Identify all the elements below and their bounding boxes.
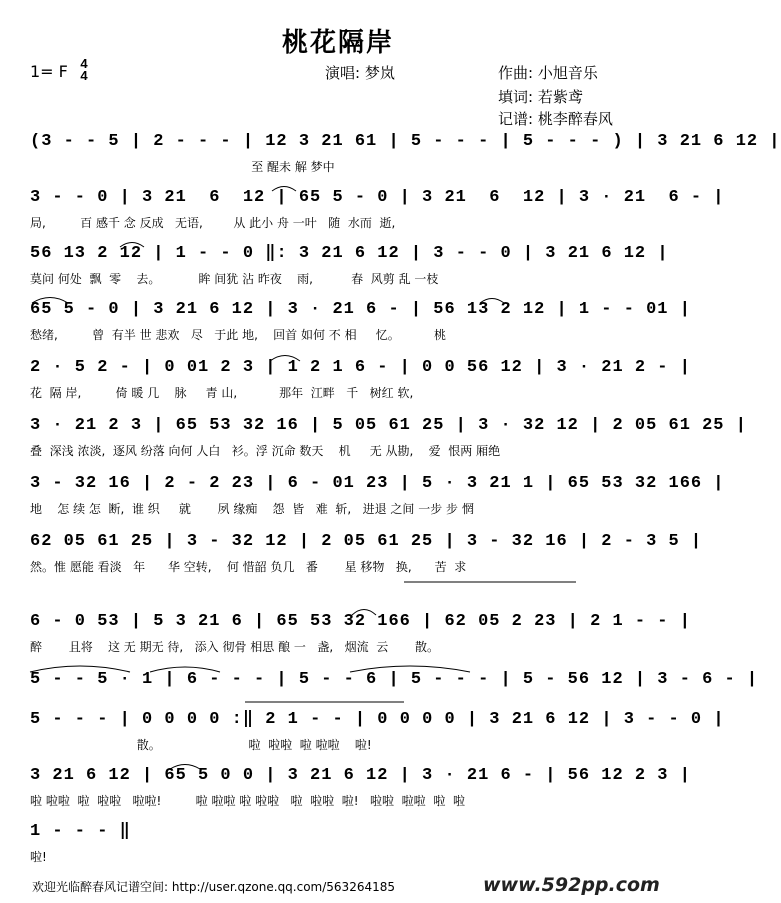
notes-line: 56 13 2 12 | 1 - - 0 ‖: 3 21 6 12 | 3 - - 0 | 3 21 6 12 |	[30, 244, 669, 263]
time-signature	[76, 58, 92, 82]
notes-line: 6 - 0 53 | 5 3 21 6 | 65 53 32 166 | 62 05 2 23 | 2 1 - - |	[30, 612, 691, 631]
notes-line: 3 21 6 12 | 65 5 0 0 | 3 21 6 12 | 3 · 21 6 - | 56 12 2 3 |	[30, 766, 691, 785]
lyrics-line: 叠 深浅 浓淡, 逐风 纷落 向何 人白 衫。浮 沉命 数天 机 无 从勘, 爱 恨两 厢绝	[30, 444, 501, 458]
lyrics-line: 花 隔 岸, 倚 暖 几 脉 青 山, 那年 江畔 千 树红 软,	[30, 386, 414, 400]
page-title: 桃花隔岸	[281, 28, 394, 58]
lyrics-line: 莫问 何处 飘 零 去。 眸 间犹 沾 昨夜 雨, 春 风剪 乱 一枝	[30, 272, 439, 286]
lyrics-line: 地 怎 续 怎 断, 谁 织 就 夙 缘痴 怨 皆 难 斩, 进退 之间 一步 步 惘	[30, 502, 474, 516]
lyrics-line: 然。惟 愿能 看淡 年 华 空转, 何 惜韶 负几 番 星 移物 换, 苦 求	[30, 560, 467, 574]
lyrics-line: 愁绪, 曾 有半 世 悲欢 尽 于此 地, 回首 如何 不 相 忆。 桃	[30, 328, 447, 342]
lyrics-line: 至 醒未 解 梦中	[30, 160, 335, 174]
time-signature-top: 4	[80, 56, 88, 71]
notes-line: 62 05 61 25 | 3 - 32 12 | 2 05 61 25 | 3 - 32 16 | 2 - 3 5 |	[30, 532, 703, 551]
notes-line: 3 - 32 16 | 2 - 2 23 | 6 - 01 23 | 5 · 3 21 1 | 65 53 32 166 |	[30, 474, 725, 493]
notes-line: 5 - - 5 · 1 | 6 - - - | 5 - - 6 | 5 - - - | 5 - 56 12 | 3 - 6 - |	[30, 670, 759, 689]
lyrics-line: 醉 且将 这 无 期无 待, 添入 彻骨 相思 酿 一 盏, 烟流 云 散。	[30, 640, 439, 654]
lyrics-line: 散。 啦 啦啦 啦 啦啦 啦!	[30, 738, 372, 752]
singer-credit: 演唱: 梦岚	[325, 64, 395, 82]
lyrics-line: 啦!	[30, 850, 47, 864]
notes-line: (3 - - 5 | 2 - - - | 12 3 21 61 | 5 - - - | 5 - - - ) | 3 21 6 12 |	[30, 132, 781, 151]
lyrics-line: 局, 百 感千 念 反成 无语, 从 此小 舟 一叶 随 水而 逝,	[30, 216, 396, 230]
key-signature: 1= F	[30, 62, 68, 81]
notes-line: 3 - - 0 | 3 21 6 12 | 65 5 - 0 | 3 21 6 12 | 3 · 21 6 - |	[30, 188, 725, 207]
notes-line: 1 - - - ‖	[30, 822, 131, 841]
notes-line: 5 - - - | 0 0 0 0 :‖ 2 1 - - | 0 0 0 0 | 3 21 6 12 | 3 - - 0 |	[30, 710, 725, 729]
notes-line: 3 · 21 2 3 | 65 53 32 16 | 5 05 61 25 | 3 · 32 12 | 2 05 61 25 |	[30, 416, 747, 435]
site-watermark: www.592pp.com	[483, 874, 660, 896]
time-signature-bottom: 4	[80, 68, 88, 83]
lyrics-line: 啦 啦啦 啦 啦啦 啦啦! 啦 啦啦 啦 啦啦 啦 啦啦 啦! 啦啦 啦啦 啦 啦	[30, 794, 465, 808]
composer-credit: 作曲: 小旭音乐	[498, 64, 598, 82]
notation-credit: 记谱: 桃李醉春风	[498, 110, 613, 128]
notes-line: 65 5 - 0 | 3 21 6 12 | 3 · 21 6 - | 56 13 2 12 | 1 - - 01 |	[30, 300, 691, 319]
footer-note: 欢迎光临醉春风记谱空间: http://user.qzone.qq.com/563264185	[32, 880, 396, 894]
notes-line: 2 · 5 2 - | 0 01 2 3 | 1 2 1 6 - | 0 0 56 12 | 3 · 21 2 - |	[30, 358, 691, 377]
lyricist-credit: 填词: 若紫鸢	[498, 88, 583, 106]
